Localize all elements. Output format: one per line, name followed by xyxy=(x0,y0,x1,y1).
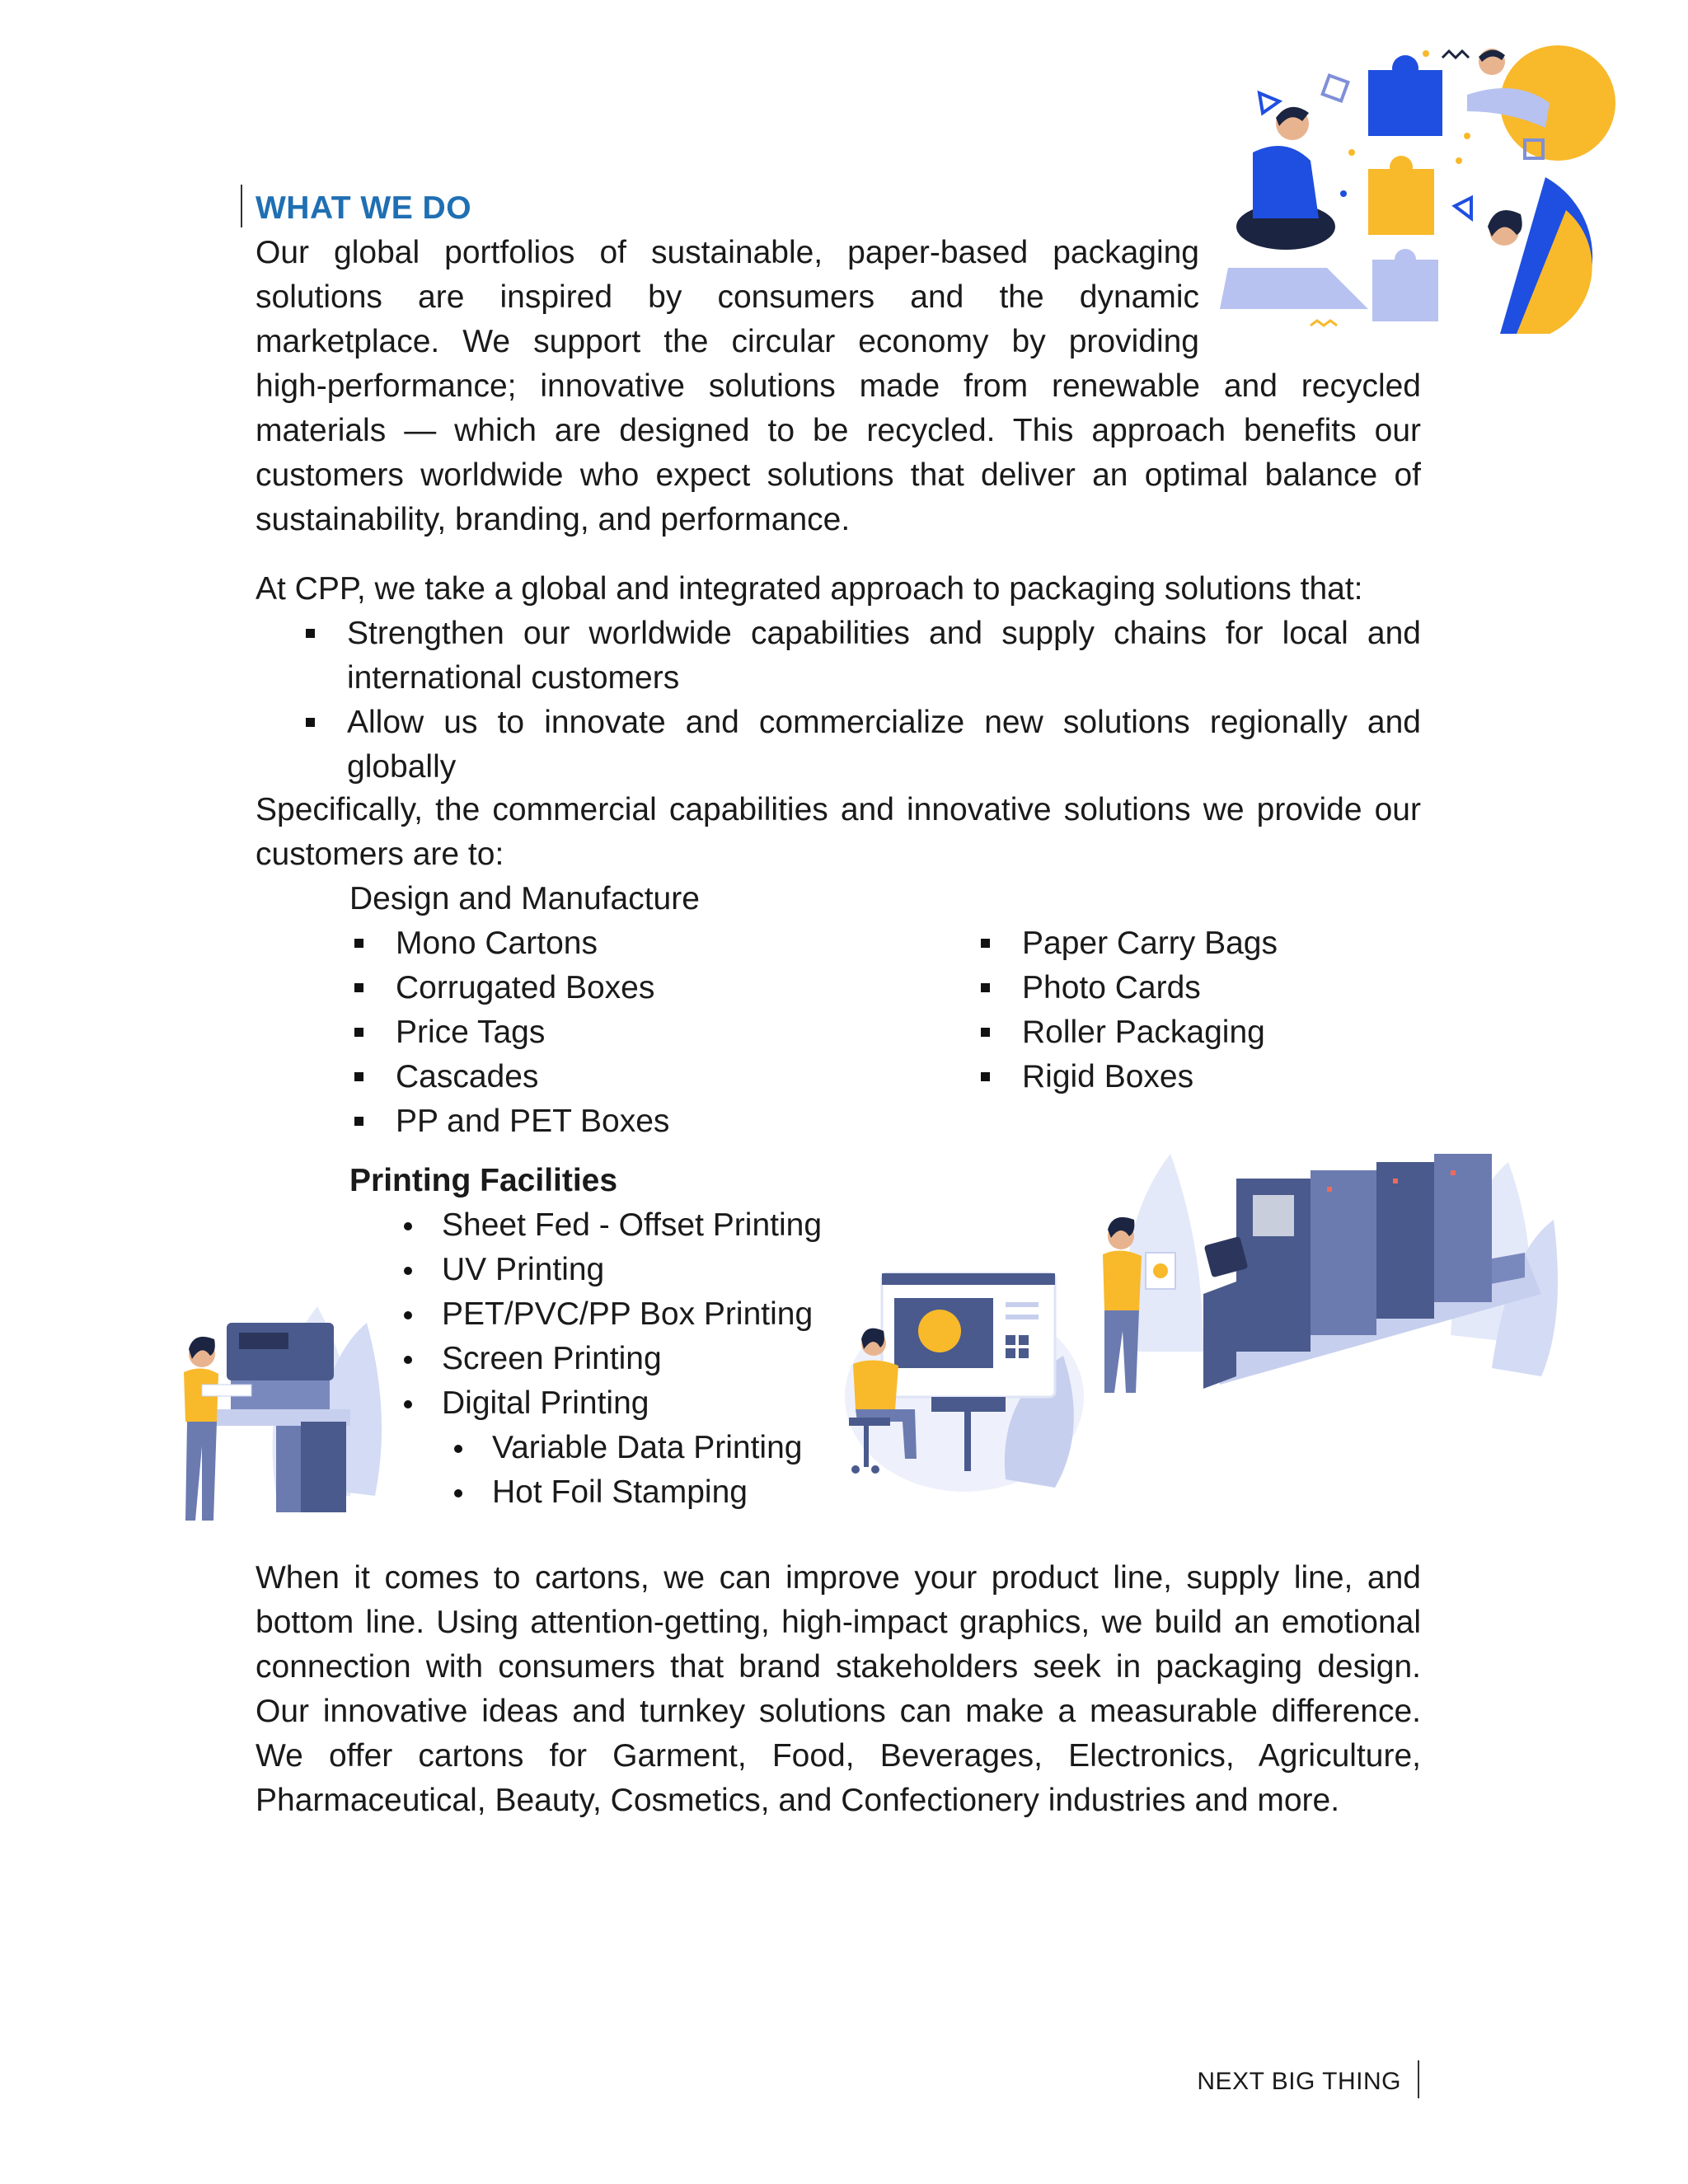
footer-right-bar xyxy=(1418,2060,1419,2098)
products-column-1 xyxy=(349,921,926,1144)
printing-press-illustration xyxy=(1080,1104,1558,1451)
heading-left-bar xyxy=(241,185,242,227)
product-item: Rigid Boxes xyxy=(976,1055,1388,1099)
printing-item: Digital Printing xyxy=(396,1381,857,1426)
products-column-2 xyxy=(976,921,1388,1099)
intro-line-1: Our global portfolios of sustainable, paper-based packaging xyxy=(256,235,1199,270)
product-item: PP and PET Boxes xyxy=(349,1099,926,1144)
footer-label: NEXT BIG THING xyxy=(1197,2068,1401,2095)
puzzle-teamwork-illustration xyxy=(1220,21,1615,342)
approach-bullet: Strengthen our worldwide capabilities and supply chains for local and international customers xyxy=(301,612,1421,701)
intro-line-2: solutions are inspired by consumers and the dynamic xyxy=(256,279,1199,315)
section-heading: WHAT WE DO xyxy=(256,190,472,226)
approach-bullet: Allow us to innovate and commercialize new solutions regionally and globally xyxy=(301,701,1421,790)
printing-item: Sheet Fed - Offset Printing xyxy=(396,1203,857,1248)
capabilities-lead: Specifically, the commercial capabilities and innovative solutions we provide our customers are to: xyxy=(256,792,1421,872)
printing-heading: Printing Facilities xyxy=(349,1163,618,1198)
design-manufacture-heading: Design and Manufacture xyxy=(349,881,700,916)
product-item: Mono Cartons xyxy=(349,921,926,966)
approach-lead: At CPP, we take a global and integrated approach to packaging solutions that: xyxy=(256,571,1363,607)
computer-operator-illustration xyxy=(841,1257,1088,1496)
printing-item: Screen Printing xyxy=(396,1337,857,1381)
printing-list xyxy=(396,1203,857,1426)
cartons-paragraph: When it comes to cartons, we can improve your product line, supply line, and bottom line. Using attention-getting, high-impact graphics, we build an emotional connection with consumers that brand stakeholders seek in packaging design. Our innovative ideas and turnkey solutions can make a measurable difference. We offer cartons for Garment, Food, Beverages, Electronics, Agriculture, Pharmaceutical, Beauty, Cosmetics, and Confectionery industries and more. xyxy=(256,1560,1421,1818)
approach-bullet-list xyxy=(301,612,1421,790)
product-item: Paper Carry Bags xyxy=(976,921,1388,966)
product-item: Price Tags xyxy=(349,1010,926,1055)
paper-cutter-illustration xyxy=(152,1282,392,1545)
printing-sub-list xyxy=(446,1426,858,1515)
printing-item: PET/PVC/PP Box Printing xyxy=(396,1292,857,1337)
product-item: Photo Cards xyxy=(976,966,1388,1010)
printing-sub-item: Hot Foil Stamping xyxy=(446,1470,858,1515)
intro-line-3: marketplace. We support the circular economy by providing xyxy=(256,324,1199,359)
printing-item: UV Printing xyxy=(396,1248,857,1292)
product-item: Roller Packaging xyxy=(976,1010,1388,1055)
product-item: Cascades xyxy=(349,1055,926,1099)
product-item: Corrugated Boxes xyxy=(349,966,926,1010)
intro-paragraph-rest: high-performance; innovative solutions made from renewable and recycled materials — which are designed to be recycled. This approach benefits our customers worldwide who expect solutions that deliver an optimal balance of sustainability, branding, and performance. xyxy=(256,368,1421,537)
printing-sub-item: Variable Data Printing xyxy=(446,1426,858,1470)
